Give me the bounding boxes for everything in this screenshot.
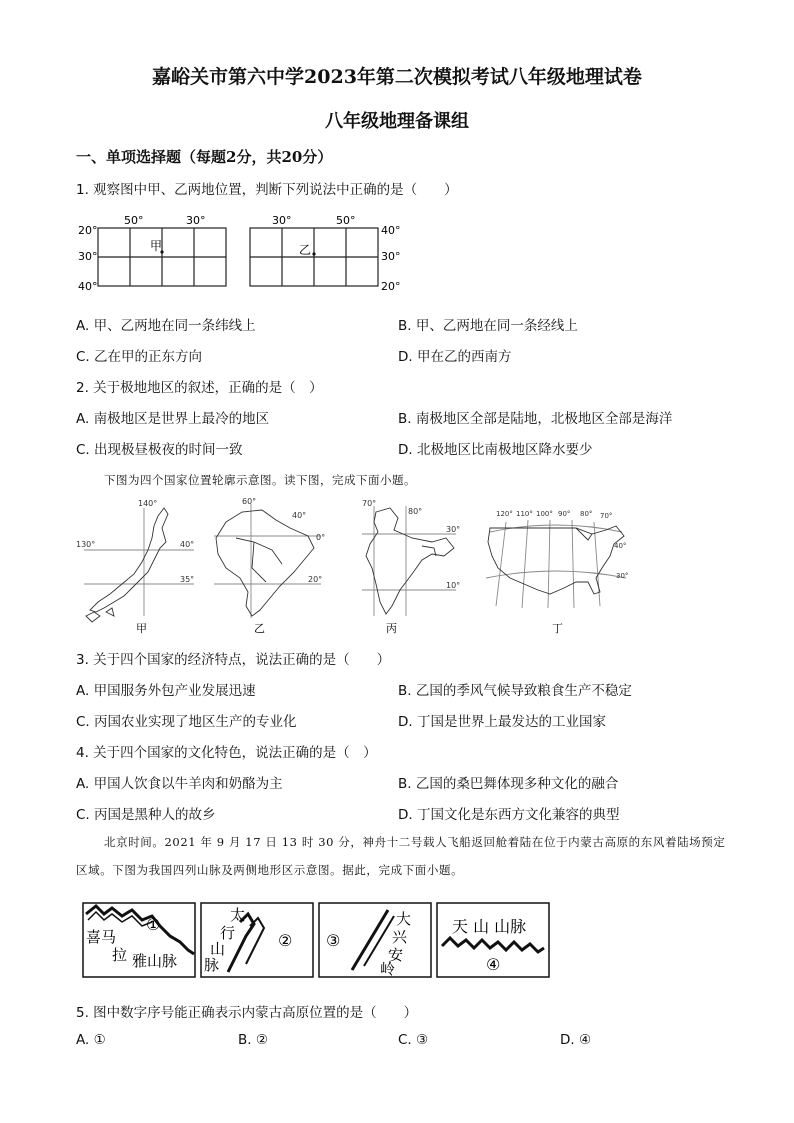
mountain-num: ①	[146, 915, 161, 934]
question-5-stem: 5. 图中数字序号能正确表示内蒙古高原位置的是（ ）	[76, 1005, 418, 1021]
point-jia-label: 甲	[150, 239, 163, 253]
passage-text: 北京时间。2021 年 9 月 17 日 13 时 30 分，神舟十二号载人飞船返回舱着陆在位于内蒙古高原的东风着陆场预定区域。下图为我国四列山脉及两侧地形区示意图。据此，完成下面小题。	[76, 835, 726, 877]
q2-option-d[interactable]: D. 北极地区比南极地区降水要少	[398, 442, 593, 458]
mountain-name: 山	[210, 940, 226, 958]
grid-left-top-label: 30°	[186, 214, 206, 227]
question-2-stem: 2. 关于极地地区的叙述，正确的是（ ）	[76, 380, 323, 396]
mountain-box-3	[319, 903, 431, 978]
q5-option-c[interactable]: C. ③	[398, 1032, 429, 1048]
map-ding-label: 120°	[496, 510, 513, 518]
exam-title: 嘉峪关市第六中学2023年第二次模拟考试八年级地理试卷	[152, 66, 642, 88]
q5-option-d[interactable]: D. ④	[560, 1032, 592, 1048]
grid-right	[250, 214, 401, 293]
map-yi-label: 60°	[242, 498, 257, 506]
q1-option-a[interactable]: A. 甲、乙两地在同一条纬线上	[76, 318, 256, 334]
map-bing-label: 80°	[408, 507, 423, 516]
q1-option-b[interactable]: B. 甲、乙两地在同一条经线上	[398, 318, 578, 334]
q1-option-c[interactable]: C. 乙在甲的正东方向	[76, 349, 203, 365]
q1-grid-figure	[74, 210, 414, 295]
q3-option-b[interactable]: B. 乙国的季风气候导致粮食生产不稳定	[398, 683, 632, 699]
map-ding-label: 80°	[580, 510, 593, 518]
mountain-box-4	[437, 903, 549, 977]
map-ding-label: 30°	[616, 572, 629, 580]
section-heading: 一、单项选择题（每题2分，共20分）	[76, 148, 333, 166]
map-jia	[76, 499, 194, 622]
question-3-stem: 3. 关于四个国家的经济特点，说法正确的是（ ）	[76, 652, 391, 668]
map-ding-label: 110°	[516, 510, 533, 518]
exam-subtitle: 八年级地理备课组	[325, 111, 469, 132]
q3-option-d[interactable]: D. 丁国是世界上最发达的工业国家	[398, 714, 606, 730]
map-caption-yi: 乙	[254, 622, 265, 635]
mountain-name: 天 山 山脉	[452, 917, 527, 936]
mountain-name: 兴	[392, 928, 408, 946]
mountain-num: ④	[486, 955, 501, 974]
q4-option-b[interactable]: B. 乙国的桑巴舞体现多种文化的融合	[398, 776, 619, 792]
grid-left-top-label: 50°	[124, 214, 144, 227]
grid-right-side-label: 30°	[381, 250, 401, 263]
map-yi-label: 20°	[308, 575, 323, 584]
mountain-name: 脉	[204, 956, 220, 974]
map-yi	[214, 498, 325, 618]
q4-option-a[interactable]: A. 甲国人饮食以牛羊肉和奶酪为主	[76, 776, 283, 792]
map-bing-label: 10°	[446, 581, 461, 590]
question-1-stem: 1. 观察图中甲、乙两地位置，判断下列说法中正确的是（ ）	[76, 182, 458, 198]
q2-option-b[interactable]: B. 南极地区全部是陆地，北极地区全部是海洋	[398, 411, 673, 427]
point-yi-label: 乙	[299, 243, 312, 257]
mountain-num: ②	[278, 931, 293, 950]
map-ding-label: 100°	[536, 510, 553, 518]
mountains-figure	[82, 902, 552, 982]
map-ding-label: 70°	[600, 512, 613, 520]
grid-left-side-label: 30°	[78, 250, 98, 263]
q4-option-d[interactable]: D. 丁国文化是东西方文化兼容的典型	[398, 807, 620, 823]
grid-right-top-label: 30°	[272, 214, 292, 227]
grid-right-side-label: 40°	[381, 224, 401, 237]
map-yi-label: 0°	[316, 533, 326, 542]
point-yi-dot	[312, 252, 315, 255]
q5-option-b[interactable]: B. ②	[238, 1032, 268, 1048]
mountain-name: 太	[230, 906, 246, 924]
map-jia-label: 40°	[180, 540, 195, 549]
map-ding-label: 90°	[558, 510, 571, 518]
maps-intro: 下图为四个国家位置轮廓示意图。读下图，完成下面小题。	[104, 473, 416, 487]
mountain-name: 安	[388, 946, 404, 964]
map-bing	[362, 499, 460, 616]
mountain-box-2	[201, 903, 313, 977]
grid-left	[78, 214, 226, 293]
mountain-box-1	[83, 903, 195, 977]
q3-option-c[interactable]: C. 丙国农业实现了地区生产的专业化	[76, 714, 297, 730]
q2-option-a[interactable]: A. 南极地区是世界上最冷的地区	[76, 411, 270, 427]
grid-right-top-label: 50°	[336, 214, 356, 227]
map-ding	[486, 510, 628, 608]
question-4-stem: 4. 关于四个国家的文化特色，说法正确的是（ ）	[76, 745, 377, 761]
grid-right-side-label: 20°	[381, 280, 401, 293]
mountain-name: 喜马	[86, 928, 117, 946]
q3-option-a[interactable]: A. 甲国服务外包产业发展迅速	[76, 683, 256, 699]
q4-option-c[interactable]: C. 丙国是黑种人的故乡	[76, 807, 216, 823]
map-caption-jia: 甲	[136, 622, 147, 635]
mountain-name: 大	[396, 910, 412, 928]
grid-left-side-label: 40°	[78, 280, 98, 293]
map-jia-label: 35°	[180, 575, 195, 584]
q1-option-d[interactable]: D. 甲在乙的西南方	[398, 349, 512, 365]
map-bing-label: 70°	[362, 499, 377, 508]
map-jia-label: 140°	[138, 499, 158, 508]
map-bing-label: 30°	[446, 525, 461, 534]
map-yi-label: 40°	[292, 511, 307, 520]
map-ding-label: 40°	[614, 542, 627, 550]
mountain-num: ③	[326, 931, 341, 950]
map-jia-label: 130°	[76, 540, 96, 549]
mountain-name: 雅山脉	[132, 952, 178, 970]
mountain-name: 拉	[112, 946, 128, 964]
mountain-name: 岭	[380, 960, 396, 978]
mountain-name: 行	[220, 924, 236, 942]
country-maps-figure	[76, 498, 636, 638]
map-caption-bing: 丙	[386, 622, 397, 635]
grid-left-side-label: 20°	[78, 224, 98, 237]
q2-option-c[interactable]: C. 出现极昼极夜的时间一致	[76, 442, 243, 458]
q5-option-a[interactable]: A. ①	[76, 1032, 106, 1048]
map-caption-ding: 丁	[552, 622, 563, 635]
